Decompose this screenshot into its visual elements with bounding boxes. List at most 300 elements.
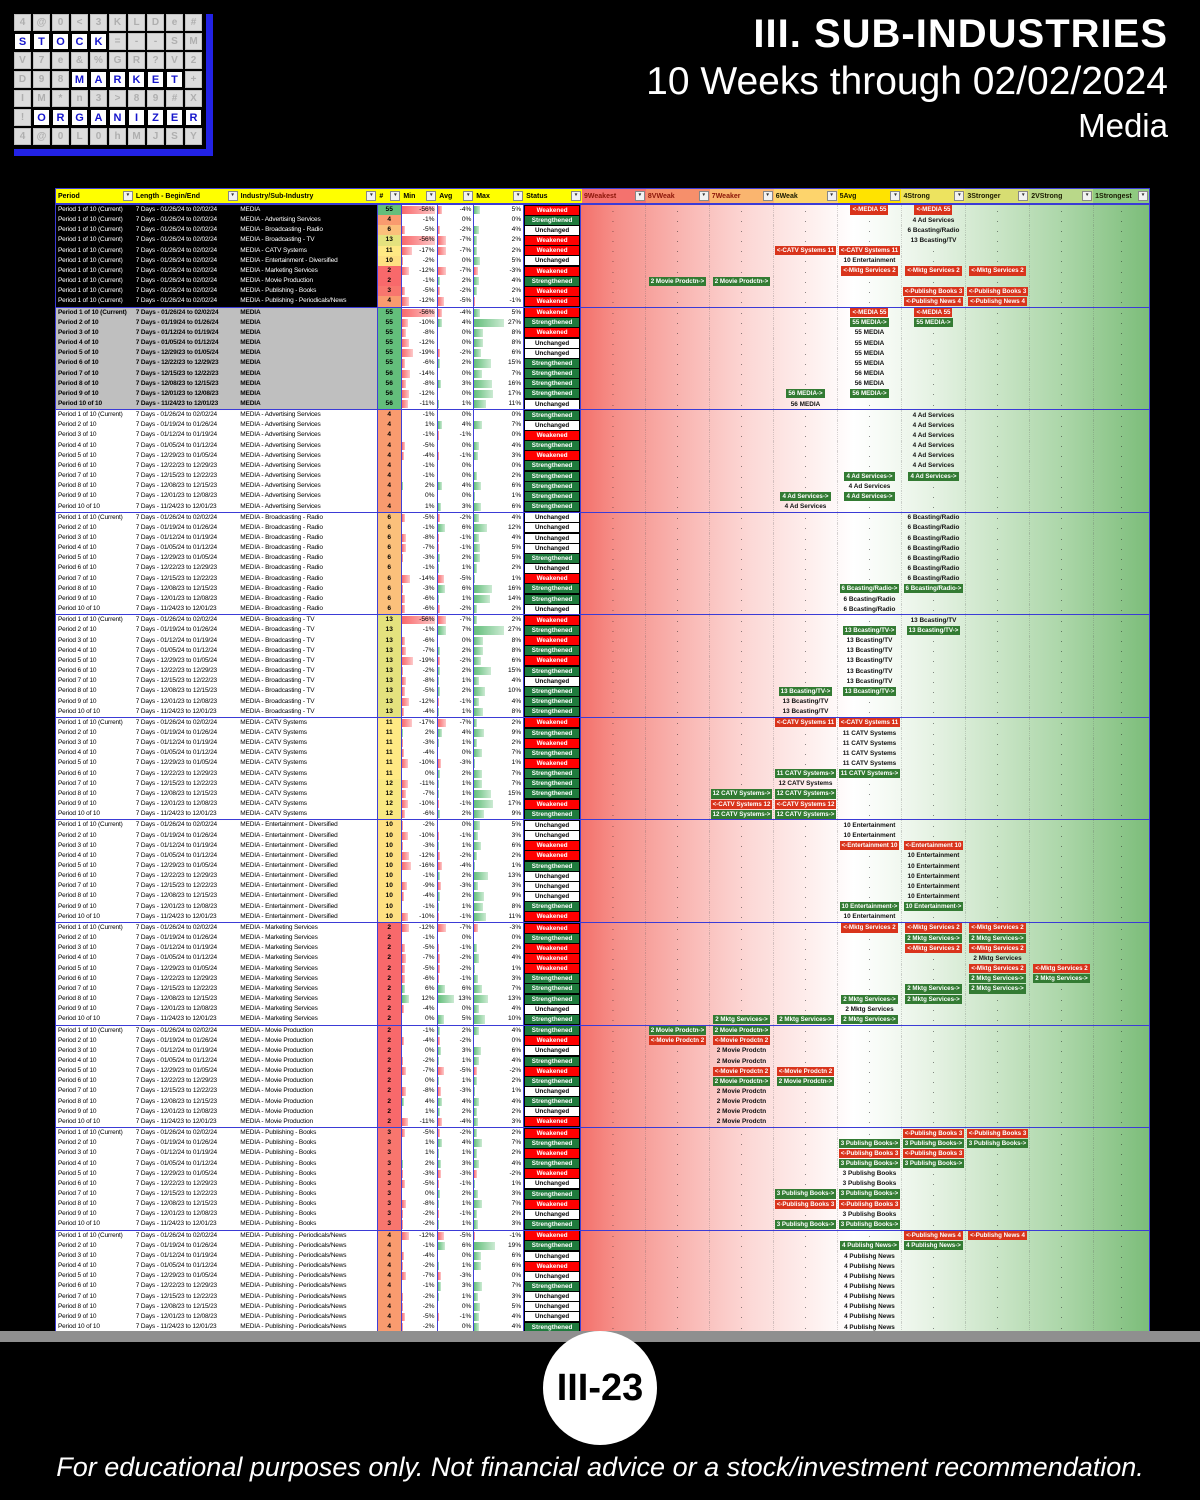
strength-columns	[581, 502, 1149, 512]
status-cell	[523, 399, 581, 409]
strength-columns	[581, 1036, 1149, 1046]
strength-cell-7Weaker	[709, 1292, 773, 1302]
industry-cell: MEDIA	[238, 348, 376, 358]
strength-cell-9Weakest	[581, 502, 645, 512]
empty-cell-dot: .	[996, 565, 999, 573]
status-badge: Weakened	[525, 1129, 580, 1138]
col-header-strength-9[interactable]	[582, 189, 646, 203]
empty-cell-dot: .	[676, 1242, 679, 1250]
empty-cell-dot: .	[1060, 309, 1063, 317]
empty-cell-dot: .	[1120, 544, 1123, 552]
strength-cell-5Avg	[837, 1138, 901, 1148]
rank-annotation: 12 CATV Systems	[778, 780, 833, 788]
col-header-max[interactable]	[474, 189, 524, 203]
strength-cell-4Strong	[901, 1036, 965, 1046]
empty-cell-dot: .	[1120, 749, 1123, 757]
empty-cell-dot: .	[804, 882, 807, 890]
min-bar	[402, 719, 412, 727]
filter-icon[interactable]: ▾	[426, 191, 436, 201]
length-cell: 7 Days - 01/12/24 to 01/19/24	[134, 943, 239, 953]
strength-cell-9Weakest	[581, 481, 645, 491]
length-cell: 7 Days - 12/29/23 to 01/05/24	[134, 451, 239, 461]
logo-noise-tile: @	[33, 128, 50, 145]
avg-value: -5%	[459, 574, 472, 582]
table-row	[56, 1189, 1149, 1199]
strength-cell-8VWeak	[645, 604, 709, 614]
col-header-strength-3[interactable]	[965, 189, 1029, 203]
filter-icon[interactable]: ▾	[954, 191, 964, 201]
empty-cell-dot: .	[996, 616, 999, 624]
max	[473, 369, 523, 379]
strength-cell-4Strong	[901, 1117, 965, 1127]
strength-cell-3Stronger	[965, 410, 1029, 420]
min-value: -5%	[422, 441, 435, 449]
strength-cell-4Strong	[901, 491, 965, 501]
empty-cell-dot: .	[740, 1200, 743, 1208]
min-value: -12%	[419, 697, 435, 705]
empty-cell-dot: .	[676, 349, 679, 357]
col-header-n[interactable]	[377, 189, 401, 203]
empty-cell-dot: .	[740, 421, 743, 429]
strength-cell-6Weak	[773, 1241, 837, 1251]
col-header-strength-6[interactable]	[774, 189, 838, 203]
industry-cell: MEDIA - Marketing Services	[238, 994, 376, 1004]
max-bar	[474, 1129, 476, 1137]
empty-cell-dot: .	[996, 329, 999, 337]
col-header-strength-7[interactable]	[710, 189, 774, 203]
max-bar	[474, 698, 478, 706]
min	[401, 974, 437, 984]
status-badge: Weakened	[525, 656, 580, 665]
filter-icon[interactable]: ▾	[635, 191, 645, 201]
avg	[437, 471, 474, 481]
length-cell: 7 Days - 12/15/23 to 12/22/23	[134, 471, 239, 481]
rank-annotation: <-Publishg News 4	[906, 1232, 961, 1240]
strength-cell-4Strong	[901, 328, 965, 338]
empty-cell-dot: .	[868, 565, 871, 573]
strength-cell-1Strongest	[1093, 718, 1149, 728]
empty-cell-dot: .	[740, 647, 743, 655]
rank-annotation: 10 Entertainment	[907, 862, 960, 870]
period-cell: Period 10 of 10	[56, 1322, 134, 1332]
count-cell: 55	[377, 338, 401, 348]
empty-cell-dot: .	[868, 514, 871, 522]
strength-columns	[581, 286, 1149, 296]
count-cell: 4	[377, 1251, 401, 1261]
industry-cell: MEDIA - Broadcasting - Radio	[238, 523, 376, 533]
strength-cell-6Weak	[773, 984, 837, 994]
status-cell	[523, 1026, 581, 1036]
length-cell: 7 Days - 12/15/23 to 12/22/23	[134, 574, 239, 584]
status-cell	[523, 799, 581, 809]
rank-annotation: 4 Publishg News	[844, 1293, 895, 1301]
filter-icon[interactable]: ▾	[463, 191, 473, 201]
strength-cell-9Weakest	[581, 748, 645, 758]
length-cell: 7 Days - 12/29/23 to 01/05/24	[134, 1066, 239, 1076]
status-cell	[523, 471, 581, 481]
strength-cell-3Stronger	[965, 974, 1029, 984]
status-badge: Strengthened	[525, 1097, 580, 1106]
strength-cell-5Avg	[837, 636, 901, 646]
empty-cell-dot: .	[1120, 677, 1123, 685]
min-value: -10%	[419, 912, 435, 920]
avg-value: -1%	[459, 431, 472, 439]
empty-cell-dot: .	[804, 1282, 807, 1290]
filter-icon[interactable]: ▾	[390, 191, 400, 201]
strength-cell-4Strong	[901, 430, 965, 440]
max-value: 3%	[511, 882, 522, 890]
strength-cell-1Strongest	[1093, 358, 1149, 368]
max-value: 8%	[511, 707, 522, 715]
empty-cell-dot: .	[1060, 903, 1063, 911]
empty-cell-dot: .	[1120, 442, 1123, 450]
strength-cell-5Avg	[837, 666, 901, 676]
empty-cell-dot: .	[740, 585, 743, 593]
strength-cell-7Weaker	[709, 1056, 773, 1066]
min	[401, 1097, 437, 1107]
col-header-min[interactable]	[401, 189, 437, 203]
empty-cell-dot: .	[1060, 482, 1063, 490]
min-bar	[402, 1087, 407, 1095]
status-cell	[523, 379, 581, 389]
strength-cell-9Weakest	[581, 1138, 645, 1148]
table-row	[56, 779, 1149, 789]
rank-annotation: <-Mktg Services 2	[971, 944, 1024, 952]
filter-icon[interactable]: ▾	[513, 191, 523, 201]
filter-icon[interactable]: ▾	[228, 191, 238, 201]
strength-cell-8VWeak	[645, 1312, 709, 1322]
rank-annotation: 3 Publishg Books	[842, 1170, 897, 1178]
empty-cell-dot: .	[804, 349, 807, 357]
strength-cell-3Stronger	[965, 225, 1029, 235]
avg-bar	[438, 1087, 442, 1095]
strength-cell-1Strongest	[1093, 799, 1149, 809]
avg-bar	[438, 882, 442, 890]
status-cell	[523, 1312, 581, 1322]
avg-value: 2%	[461, 277, 472, 285]
empty-cell-dot: .	[868, 226, 871, 234]
period-cell: Period 10 of 10	[56, 1014, 134, 1024]
min-value: -11%	[419, 779, 435, 787]
empty-cell-dot: .	[676, 739, 679, 747]
col-header-industry[interactable]	[239, 189, 378, 203]
status-badge: Strengthened	[525, 554, 580, 563]
status-cell	[523, 1107, 581, 1117]
empty-cell-dot: .	[804, 544, 807, 552]
strength-cell-4Strong	[901, 481, 965, 491]
filter-icon[interactable]: ▾	[366, 191, 376, 201]
max	[473, 831, 523, 841]
count-cell: 2	[377, 933, 401, 943]
strength-cell-4Strong	[901, 1281, 965, 1291]
empty-cell-dot: .	[1120, 810, 1123, 818]
strength-columns	[581, 235, 1149, 245]
table-row	[56, 964, 1149, 974]
col-header-status[interactable]	[524, 189, 582, 203]
filter-icon[interactable]: ▾	[763, 191, 773, 201]
empty-cell-dot: .	[676, 1108, 679, 1116]
strength-cell-4Strong	[901, 748, 965, 758]
col-header-strength-2[interactable]	[1029, 189, 1093, 203]
period-cell: Period 5 of 10	[56, 656, 134, 666]
rank-annotation: 2 Mktg Services->	[715, 1015, 768, 1023]
rank-annotation: 3 Publishg Books	[842, 1210, 897, 1218]
strength-cell-4Strong	[901, 728, 965, 738]
logo-noise-tile: @	[33, 14, 50, 31]
table-row	[56, 789, 1149, 799]
strength-cell-8VWeak	[645, 1251, 709, 1261]
empty-cell-dot: .	[1060, 1190, 1063, 1198]
length-cell: 7 Days - 01/05/24 to 01/12/24	[134, 441, 239, 451]
empty-cell-dot: .	[1060, 585, 1063, 593]
avg	[437, 246, 474, 256]
strength-cell-2VStrong	[1029, 748, 1093, 758]
empty-cell-dot: .	[1120, 1118, 1123, 1126]
min-bar	[402, 1313, 405, 1321]
industry-cell: MEDIA - CATV Systems	[238, 728, 376, 738]
count-cell: 11	[377, 769, 401, 779]
avg-value: 5%	[461, 1015, 472, 1023]
status-badge: Weakened	[525, 308, 580, 317]
empty-cell-dot: .	[740, 1190, 743, 1198]
avg-value: 1%	[461, 564, 472, 572]
strength-cell-2VStrong	[1029, 1292, 1093, 1302]
empty-cell-dot: .	[676, 842, 679, 850]
count-cell: 6	[377, 523, 401, 533]
strength-cell-2VStrong	[1029, 543, 1093, 553]
empty-cell-dot: .	[932, 1077, 935, 1085]
empty-cell-dot: .	[1060, 1242, 1063, 1250]
min-value: -6%	[422, 810, 435, 818]
strength-cell-3Stronger	[965, 984, 1029, 994]
table-section	[56, 204, 1149, 307]
avg-value: 1%	[461, 594, 472, 602]
empty-cell-dot: .	[612, 472, 614, 480]
filter-icon[interactable]: ▾	[1138, 191, 1148, 201]
strength-cell-6Weak	[773, 676, 837, 686]
strength-cell-9Weakest	[581, 256, 645, 266]
empty-cell-dot: .	[1120, 1139, 1123, 1147]
status-cell	[523, 728, 581, 738]
strength-cell-5Avg	[837, 358, 901, 368]
min	[401, 1014, 437, 1024]
avg	[437, 604, 474, 614]
empty-cell-dot: .	[868, 287, 871, 295]
count-cell: 4	[377, 1241, 401, 1251]
status-badge: Unchanged	[525, 534, 580, 543]
max	[473, 1179, 523, 1189]
filter-icon[interactable]: ▾	[1018, 191, 1028, 201]
empty-cell-dot: .	[1120, 1200, 1123, 1208]
strength-cell-4Strong	[901, 1056, 965, 1066]
col-header-period[interactable]	[56, 189, 134, 203]
empty-cell-dot: .	[740, 924, 743, 932]
empty-cell-dot: .	[1060, 1272, 1063, 1280]
max-bar	[474, 452, 477, 460]
max-bar	[474, 421, 482, 429]
empty-cell-dot: .	[740, 370, 743, 378]
avg-value: -2%	[459, 656, 472, 664]
strength-cell-9Weakest	[581, 523, 645, 533]
avg-value: 0%	[461, 369, 472, 377]
filter-icon[interactable]: ▾	[1082, 191, 1092, 201]
strength-cell-2VStrong	[1029, 1199, 1093, 1209]
strength-cell-4Strong	[901, 1219, 965, 1229]
filter-icon[interactable]: ▾	[571, 191, 581, 201]
col-header-strength-8[interactable]	[646, 189, 710, 203]
avg	[437, 974, 474, 984]
avg	[437, 902, 474, 912]
status-cell	[523, 686, 581, 696]
table-row	[56, 410, 1149, 420]
empty-cell-dot: .	[996, 1170, 999, 1178]
industry-cell: MEDIA - Entertainment - Diversified	[238, 902, 376, 912]
strength-cell-7Weaker	[709, 1241, 773, 1251]
strength-cell-5Avg	[837, 820, 901, 830]
filter-icon[interactable]: ▾	[123, 191, 133, 201]
empty-cell-dot: .	[804, 852, 807, 860]
strength-cell-3Stronger	[965, 831, 1029, 841]
col-header-strength-4[interactable]	[901, 189, 965, 203]
empty-cell-dot: .	[996, 1047, 999, 1055]
table-row	[56, 1117, 1149, 1127]
empty-cell-dot: .	[1120, 216, 1123, 224]
rank-annotation: 4 Ad Services	[912, 411, 955, 419]
max	[473, 441, 523, 451]
strength-cell-2VStrong	[1029, 513, 1093, 523]
empty-cell-dot: .	[1060, 1139, 1063, 1147]
empty-cell-dot: .	[996, 1180, 999, 1188]
empty-cell-dot: .	[676, 995, 679, 1003]
table-row	[56, 1076, 1149, 1086]
strength-cell-9Weakest	[581, 861, 645, 871]
col-header-strength-5[interactable]	[838, 189, 902, 203]
strength-cell-6Weak	[773, 328, 837, 338]
min	[401, 1209, 437, 1219]
strength-cell-7Weaker	[709, 1026, 773, 1036]
period-cell: Period 8 of 10	[56, 1302, 134, 1312]
filter-icon[interactable]: ▾	[890, 191, 900, 201]
empty-cell-dot: .	[868, 1057, 871, 1065]
empty-cell-dot: .	[932, 359, 935, 367]
min-bar	[402, 514, 405, 522]
empty-cell-dot: .	[612, 913, 614, 921]
strength-cell-3Stronger	[965, 841, 1029, 851]
strength-cell-8VWeak	[645, 1117, 709, 1127]
strength-cell-1Strongest	[1093, 1076, 1149, 1086]
max-value: 3%	[511, 974, 522, 982]
strength-cell-6Weak	[773, 1231, 837, 1241]
min-value: -12%	[419, 1231, 435, 1239]
min-bar	[402, 832, 408, 840]
empty-cell-dot: .	[804, 1047, 807, 1055]
period-cell: Period 4 of 10	[56, 543, 134, 553]
min	[401, 1302, 437, 1312]
min-bar	[402, 667, 403, 675]
count-cell: 56	[377, 369, 401, 379]
period-cell: Period 4 of 10	[56, 338, 134, 348]
table-row	[56, 861, 1149, 871]
strength-cell-7Weaker	[709, 881, 773, 891]
strength-cell-7Weaker	[709, 861, 773, 871]
max-value: 2%	[511, 1107, 522, 1115]
table-row	[56, 563, 1149, 573]
logo-letter-tile: O	[33, 109, 50, 126]
strength-cell-6Weak	[773, 881, 837, 891]
logo-noise-tile: S	[166, 33, 183, 50]
logo-noise-tile: -	[128, 33, 145, 50]
table-row	[56, 205, 1149, 215]
strength-cell-4Strong	[901, 994, 965, 1004]
filter-icon[interactable]: ▾	[827, 191, 837, 201]
strength-columns	[581, 369, 1149, 379]
max	[473, 215, 523, 225]
strength-cell-1Strongest	[1093, 451, 1149, 461]
min-value: -10%	[419, 831, 435, 839]
strength-cell-2VStrong	[1029, 471, 1093, 481]
strength-cell-1Strongest	[1093, 953, 1149, 963]
max	[473, 625, 523, 635]
min	[401, 871, 437, 881]
empty-cell-dot: .	[1060, 565, 1063, 573]
avg	[437, 1271, 474, 1281]
avg-value: 2%	[461, 810, 472, 818]
empty-cell-dot: .	[1120, 359, 1123, 367]
count-cell: 2	[377, 1097, 401, 1107]
avg-value: 6%	[461, 984, 472, 992]
col-header-length[interactable]	[134, 189, 239, 203]
table-row	[56, 461, 1149, 471]
count-cell: 3	[377, 1148, 401, 1158]
empty-cell-dot: .	[868, 534, 871, 542]
status-badge: Weakened	[525, 451, 580, 460]
empty-cell-dot: .	[996, 575, 999, 583]
count-cell: 4	[377, 502, 401, 512]
rank-annotation: <-MEDIA 55	[916, 206, 951, 214]
status-badge: Strengthened	[525, 646, 580, 655]
filter-icon[interactable]: ▾	[699, 191, 709, 201]
rank-annotation: 12 CATV Systems->	[776, 810, 835, 818]
status-badge: Unchanged	[525, 564, 580, 573]
col-header-strength-1[interactable]	[1093, 189, 1149, 203]
empty-cell-dot: .	[612, 267, 614, 275]
strength-cell-9Weakest	[581, 953, 645, 963]
empty-cell-dot: .	[1120, 1293, 1123, 1301]
empty-cell-dot: .	[1060, 503, 1063, 511]
max	[473, 1107, 523, 1117]
strength-cell-1Strongest	[1093, 553, 1149, 563]
strength-cell-8VWeak	[645, 481, 709, 491]
empty-cell-dot: .	[676, 1015, 679, 1023]
strength-cell-5Avg	[837, 1159, 901, 1169]
rank-annotation: 11 CATV Systems	[842, 729, 897, 737]
status-badge: Weakened	[525, 236, 580, 245]
length-cell: 7 Days - 12/08/23 to 12/15/23	[134, 1302, 239, 1312]
rank-annotation: 4 Ad Services	[848, 482, 891, 490]
col-header-avg[interactable]	[437, 189, 474, 203]
empty-cell-dot: .	[612, 616, 614, 624]
table-row	[56, 1046, 1149, 1056]
strength-cell-5Avg	[837, 563, 901, 573]
strength-cell-8VWeak	[645, 379, 709, 389]
period-cell: Period 1 of 10 (Current)	[56, 235, 134, 245]
empty-cell-dot: .	[676, 749, 679, 757]
status-badge: Strengthened	[525, 667, 580, 676]
period-cell: Period 1 of 10 (Current)	[56, 256, 134, 266]
page-category: Media	[1078, 107, 1168, 144]
empty-cell-dot: .	[996, 226, 999, 234]
avg-bar	[438, 585, 445, 593]
